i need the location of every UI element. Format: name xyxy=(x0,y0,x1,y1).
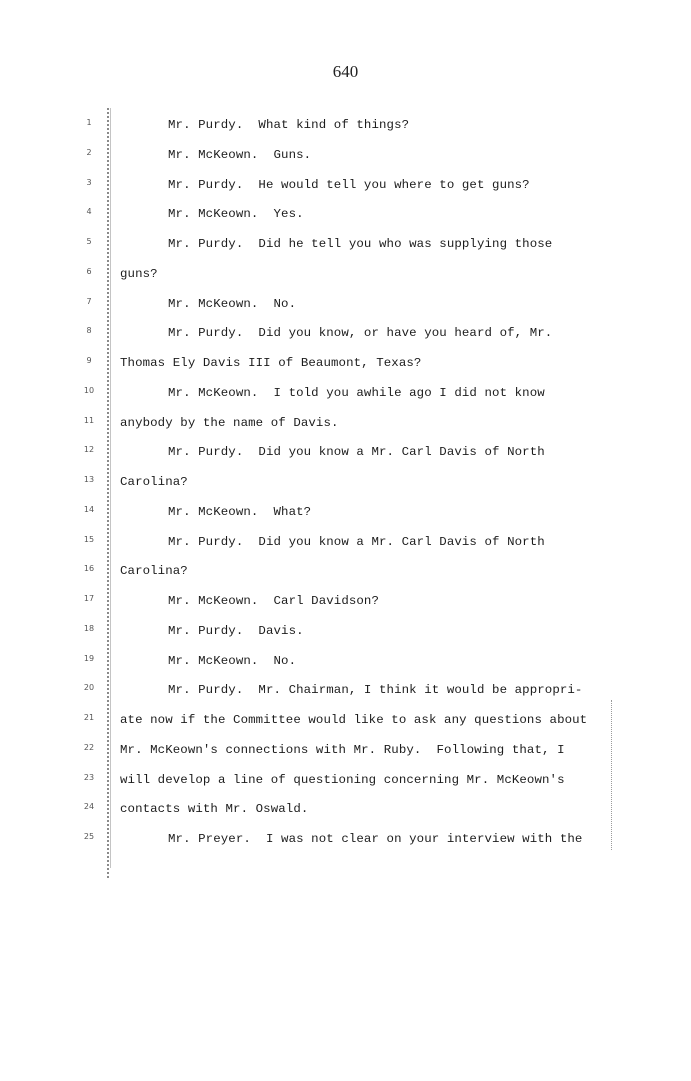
transcript-line: Mr. McKeown. I told you awhile ago I did not know xyxy=(168,385,545,400)
line-number: 6 xyxy=(86,266,92,276)
line-number: 21 xyxy=(83,713,95,722)
transcript-line: Mr. McKeown's connections with Mr. Ruby. Following that, I xyxy=(120,742,565,757)
transcript-line: Mr. McKeown. Yes. xyxy=(168,207,304,222)
line-number: 12 xyxy=(83,445,95,455)
line-number: 8 xyxy=(86,326,92,336)
page-number: 640 xyxy=(332,62,359,81)
transcript-line: Mr. Purdy. Did you know a Mr. Carl Davis of North xyxy=(168,534,545,549)
line-number: 2 xyxy=(86,147,92,157)
transcript-line: Mr. Purdy. Did you know a Mr. Carl Davis of North xyxy=(168,445,545,460)
line-number: 22 xyxy=(83,742,95,752)
transcript-line: guns? xyxy=(120,266,158,281)
line-number: 14 xyxy=(83,504,95,514)
line-number: 10 xyxy=(83,385,95,395)
line-number: 15 xyxy=(83,534,95,544)
line-number: 13 xyxy=(83,475,95,484)
left-margin-rule xyxy=(107,108,109,878)
left-margin-rule-inner xyxy=(110,108,111,868)
line-number: 3 xyxy=(86,177,92,187)
transcript-line: Mr. Purdy. What kind of things? xyxy=(168,118,410,132)
transcript-line: ate now if the Committee would like to ask any questions about xyxy=(120,713,588,727)
transcript-line: Mr. Purdy. He would tell you where to get guns? xyxy=(168,177,530,192)
transcript-line: anybody by the name of Davis. xyxy=(120,415,339,430)
line-number: 18 xyxy=(83,623,95,633)
line-number: 20 xyxy=(83,683,95,693)
line-number: 16 xyxy=(83,564,95,574)
line-number: 19 xyxy=(83,653,95,663)
transcript-line: Thomas Ely Davis III of Beaumont, Texas? xyxy=(120,356,422,370)
line-number: 7 xyxy=(86,296,92,306)
line-number: 5 xyxy=(86,237,92,246)
line-number: 11 xyxy=(83,415,95,425)
transcript-line: Mr. McKeown. Carl Davidson? xyxy=(168,594,379,608)
transcript-line: Mr. Purdy. Mr. Chairman, I think it would be appropri- xyxy=(168,683,583,698)
transcript-line: Mr. McKeown. Guns. xyxy=(168,147,312,162)
right-margin-rule xyxy=(611,700,612,850)
transcript-line: will develop a line of questioning concerning Mr. McKeown's xyxy=(120,772,565,787)
line-number: 25 xyxy=(83,832,95,841)
transcript-line: Mr. McKeown. No. xyxy=(168,296,297,311)
line-number: 24 xyxy=(83,802,95,812)
transcript-line: Mr. McKeown. What? xyxy=(168,504,312,519)
transcript-line: Mr. McKeown. No. xyxy=(168,653,297,668)
line-number: 4 xyxy=(86,207,92,217)
line-number: 17 xyxy=(83,594,95,603)
line-number: 1 xyxy=(86,118,92,127)
transcript-line: Mr. Preyer. I was not clear on your interview with the xyxy=(168,832,583,846)
transcript-line: Mr. Purdy. Davis. xyxy=(168,623,304,638)
transcript-line: Carolina? xyxy=(120,475,188,489)
transcript-line: Mr. Purdy. Did you know, or have you heard of, Mr. xyxy=(168,326,553,341)
transcript-line: Mr. Purdy. Did he tell you who was supplying those xyxy=(168,237,553,251)
transcript-line: Carolina? xyxy=(120,564,188,579)
transcript-line: contacts with Mr. Oswald. xyxy=(120,802,309,817)
line-number: 23 xyxy=(83,772,95,782)
line-number: 9 xyxy=(86,356,92,365)
